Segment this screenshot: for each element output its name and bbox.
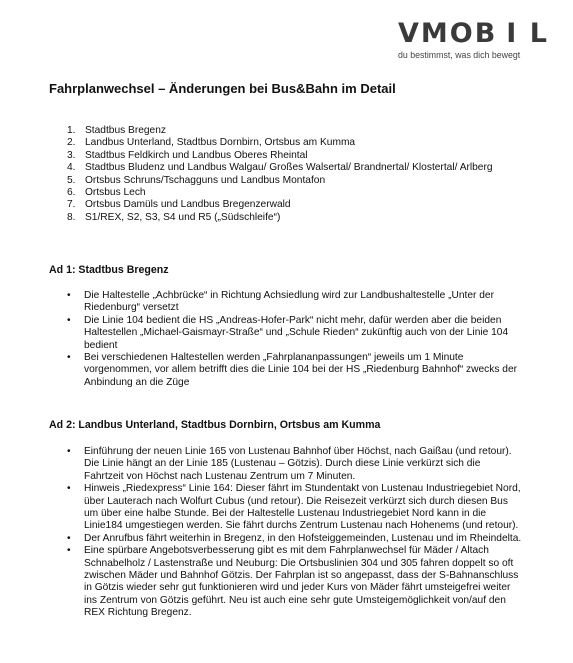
- section-heading: Ad 1: Stadtbus Bregenz: [49, 264, 169, 276]
- bullet-dot: •: [67, 483, 71, 495]
- list-item: [67, 162, 493, 174]
- bullet-text: Die Haltestelle „Achbrücke“ in Richtung Achsiedlung wird zur Landbushaltestelle „Unter der Riedenburg“ versetzt: [84, 290, 494, 314]
- bullet-text: Hinweis „Riedexpress“ Linie 164: Dieser fährt im Stundentakt von Lustenau Industriegebiet Nord, über Lauterach nach Wolfurt Cubus (und retour). Die Reisezeit verkürzt sich durch diesen Bus um über eine halbe Stunde. Bei der Haltestelle Lustenau Industriegebiet Nord kann in die Linie184 umgestiegen werden. Sie fährt durchs Zentrum Lustenau nach Hohenems (und retour).: [84, 483, 521, 532]
- bullet-text: Einführung der neuen Linie 165 von Lustenau Bahnhof über Höchst, nach Gaißau (und retour). Die Linie hängt an der Linie 185 (Lustenau – Götzis). Durch diese Linie verkürzt sich die Fahrtzeit von Höchst nach Lustenau Zentrum um 7 Minuten.: [84, 446, 512, 482]
- bullet-item: [67, 290, 522, 315]
- contents-list: [67, 125, 493, 224]
- bullet-dot: •: [67, 314, 71, 326]
- bullet-dot: •: [67, 545, 71, 557]
- page-title: Fahrplanwechsel – Änderungen bei Bus&Bahn im Detail: [49, 81, 396, 96]
- vmobil-logo: [398, 20, 549, 47]
- list-item: [67, 150, 493, 162]
- bullet-text: Die Linie 104 bedient die HS „Andreas-Hofer-Park“ nicht mehr, dafür werden aber die beiden Haltestellen „Michael-Gaismayr-Straße“ und „Schule Rieden“ zukünftig auch von der Linie 104 bedient: [84, 314, 509, 351]
- bullet-list: [67, 446, 522, 620]
- section-heading: Ad 2: Landbus Unterland, Stadtbus Dornbirn, Ortsbus am Kumma: [49, 419, 381, 431]
- bullet-item: [67, 352, 522, 389]
- bullet-item: [67, 315, 522, 352]
- list-number: 4.: [67, 162, 76, 174]
- list-item: [67, 175, 493, 187]
- bullet-dot: •: [67, 290, 71, 301]
- list-text: Stadtbus Bregenz: [85, 125, 166, 136]
- bullet-item: [67, 446, 522, 483]
- list-number: 1.: [67, 125, 76, 136]
- list-text: Ortsbus Damüls und Landbus Bregenzerwald: [85, 199, 291, 211]
- list-number: 7.: [67, 199, 76, 211]
- list-number: 3.: [67, 149, 76, 161]
- list-item: [67, 125, 493, 137]
- list-number: 2.: [67, 137, 76, 149]
- bullet-text: Eine spürbare Angebotsverbesserung gibt es mit dem Fahrplanwechsel für Mäder / Altach Schnabelholz / Lastenstraße und Neuburg: Die Ortsbuslinien 304 und 305 fahren doppelt so oft zwischen Mäder und Bahnhof Götzis. Der Fahrplan ist so angepasst, dass der S-Bahnanschluss in Götzis wieder sehr gut funktionieren wird und jeder Kurs von Mäder fährt umsteigefrei weiter ins Zentrum von Götzis geführt. Neu ist auch eine sehr gute Umsteigemöglichkeit von/auf den REX Richtung Bregenz.: [84, 545, 519, 619]
- list-text: Stadtbus Feldkirch und Landbus Oberes Rheintal: [85, 149, 308, 161]
- list-item: [67, 187, 493, 199]
- list-text: Landbus Unterland, Stadtbus Dornbirn, Ortsbus am Kumma: [85, 137, 356, 149]
- list-item: [67, 199, 493, 211]
- list-item: [67, 137, 493, 149]
- list-number: 8.: [67, 211, 76, 223]
- list-item: [67, 212, 493, 224]
- list-text: Ortsbus Schruns/Tschagguns und Landbus Montafon: [85, 174, 326, 186]
- list-number: 5.: [67, 174, 76, 186]
- bullet-item: [67, 483, 522, 533]
- bullet-list: [67, 290, 522, 389]
- list-text: Ortsbus Lech: [85, 187, 146, 199]
- list-text: Stadtbus Bludenz und Landbus Walgau/ Großes Walsertal/ Brandnertal/ Klostertal/ Arlberg: [85, 162, 493, 174]
- list-text: S1/REX, S2, S3, S4 und R5 („Südschleife“): [85, 211, 281, 223]
- bullet-dot: •: [67, 446, 71, 457]
- logo-text-right: I L: [506, 18, 549, 49]
- list-number: 6.: [67, 187, 76, 199]
- logo-text-left: VMOB: [398, 18, 498, 49]
- bullet-item: [67, 533, 522, 545]
- bullet-item: [67, 545, 522, 619]
- bullet-dot: •: [67, 532, 71, 544]
- logo-tagline: du bestimmst, was dich bewegt: [398, 50, 521, 60]
- bullet-text: Der Anrufbus fährt weiterhin in Bregenz, in den Hofsteiggemeinden, Lustenau und im Rheindelta.: [84, 532, 522, 544]
- bullet-text: Bei verschiedenen Haltestellen werden „Fahrplananpassungen“ jeweils um 1 Minute vorgenommen, vor allem betrifft dies die Linie 104 bei der HS „Riedenburg Bahnhof“ zwecks der Anbindung an die Züge: [84, 352, 518, 388]
- bullet-dot: •: [67, 352, 71, 364]
